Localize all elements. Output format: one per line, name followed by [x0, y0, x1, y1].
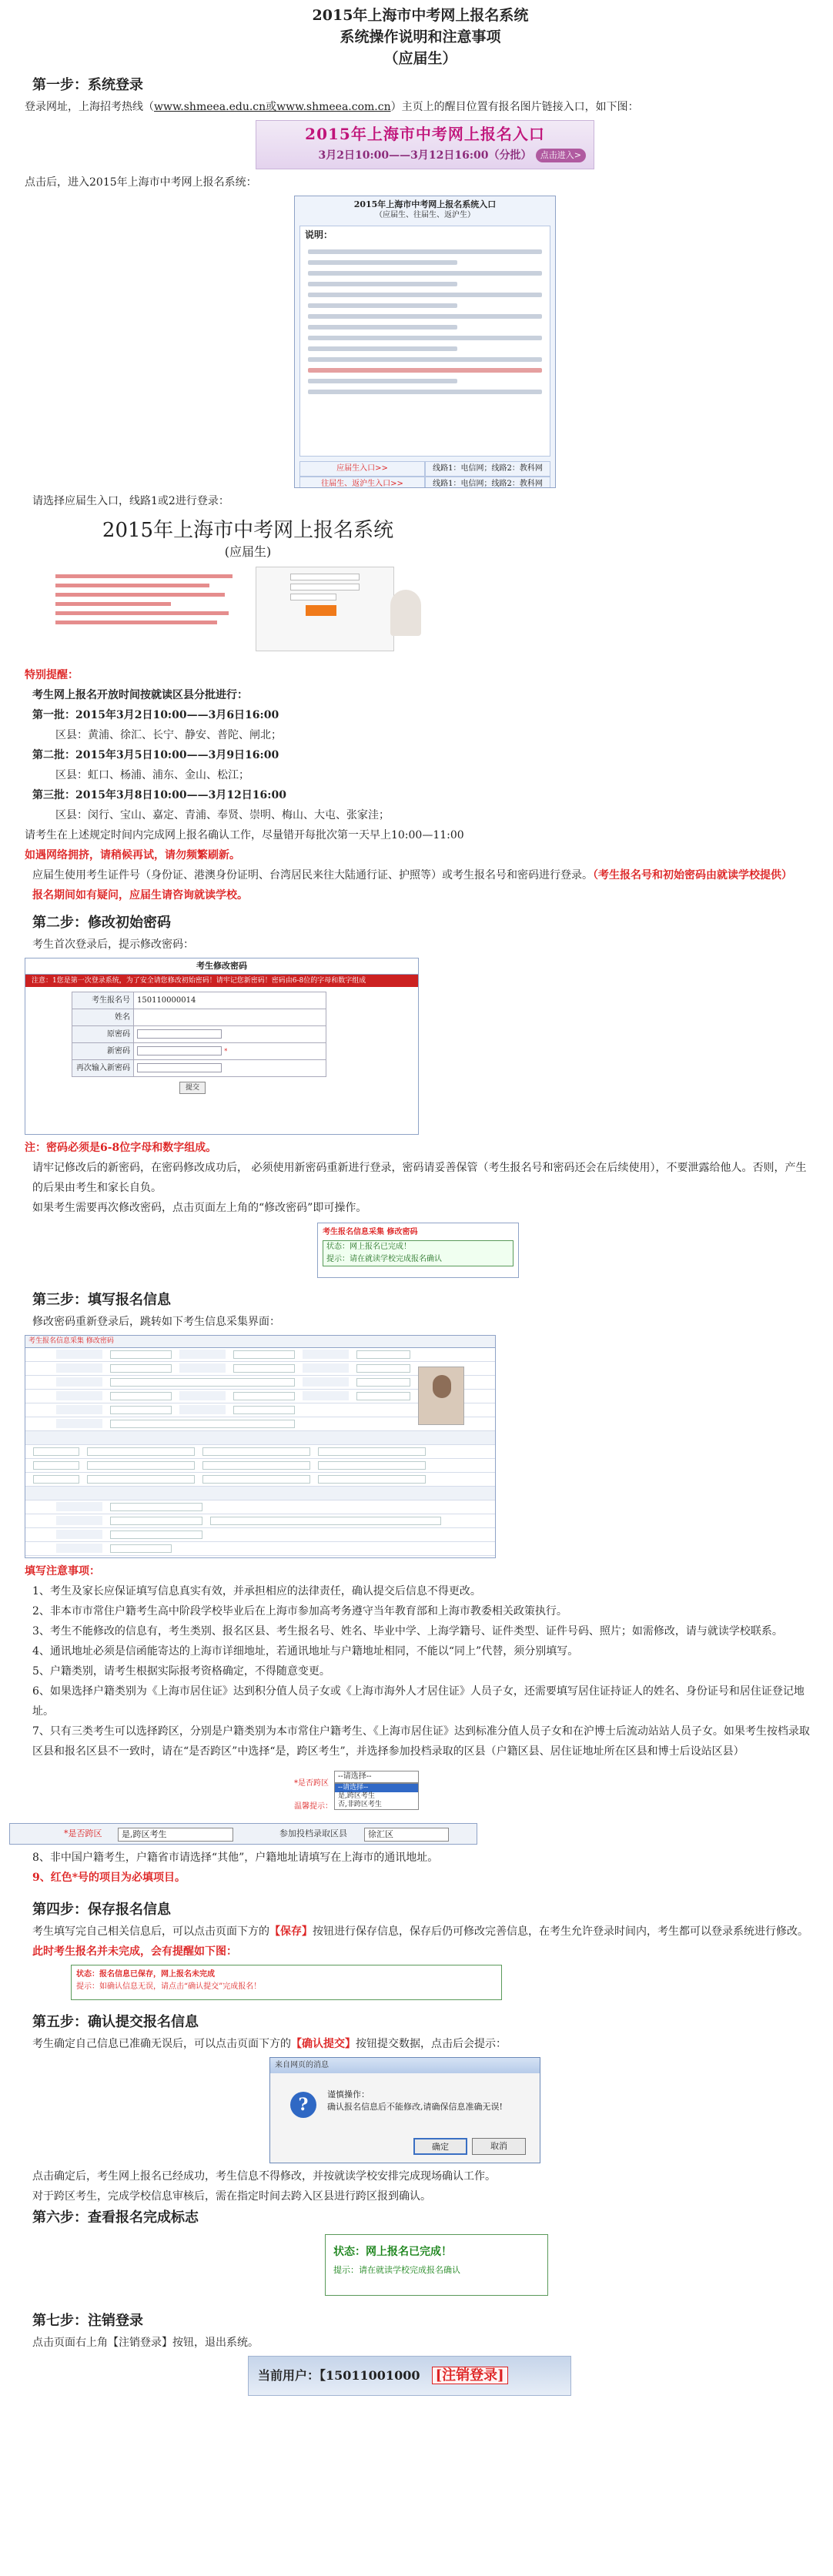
logout-button[interactable]: [注销登录] [432, 2367, 508, 2384]
reg-no-label: 考生报名号 [72, 992, 134, 1009]
cross-district-select[interactable]: --请选择-- [334, 1771, 419, 1783]
saved-status-text: 状态：报名信息已保存，网上报名未完成 [76, 1970, 215, 1979]
step6-heading: 第六步：查看报名完成标志 [32, 2210, 199, 2226]
notice-head: 2015年上海市中考网上报名系统入口 [353, 199, 497, 209]
confirm-password-label: 再次输入新密码 [72, 1060, 134, 1077]
batch3-area: 区县：闵行、宝山、嘉定、青浦、奉贤、崇明、梅山、大屯、张家洼； [55, 809, 390, 821]
student-photo [418, 1367, 464, 1425]
dialog-title: 来自网页的消息 [270, 2058, 540, 2073]
notice-line [308, 249, 542, 254]
cross-district-dropdown [334, 1783, 419, 1810]
name-value [134, 1009, 326, 1026]
fresh-student-entry-link[interactable]: 应届生入口>> [299, 461, 425, 477]
cross-district-bar-screenshot [9, 1823, 477, 1845]
system-entry-screenshot [294, 196, 556, 488]
title-line-3: （应届生） [383, 50, 457, 67]
route-info[interactable]: 线路1：电信网；线路2：教科网 [425, 461, 550, 477]
change-password-form [72, 992, 326, 1077]
batch-intro: 考生网上报名开放时间按就读区县分批进行： [32, 689, 248, 701]
login-password-input[interactable] [290, 584, 360, 590]
save-button-ref: 【保存】 [269, 1925, 313, 1938]
password-rule-note: 注：密码必须是6-8位字母和数字组成。 [25, 1142, 217, 1154]
notice-line [308, 390, 542, 394]
login-box [256, 567, 394, 651]
change-password-screenshot [25, 958, 419, 1135]
new-password-input[interactable] [137, 1046, 222, 1055]
step5-paragraph-3: 对于跨区考生，完成学校信息审核后，需在指定时间去跨入区县进行跨区报到确认。 [32, 2190, 431, 2203]
title-line-1: 2015年上海市中考网上报名系统 [312, 7, 529, 24]
cross-district-select-screenshot [294, 1766, 510, 1820]
select-hint: 温馨提示： [294, 1802, 333, 1811]
banner-dates: 3月2日10:00——3月12日16:00（分批） [318, 149, 532, 162]
notice-subhead: （应届生、往届生、返沪生） [375, 211, 475, 219]
dropdown-option[interactable]: 是,跨区考生 [338, 1792, 375, 1800]
confirm-password-input[interactable] [137, 1063, 222, 1072]
network-warning: 如遇网络拥挤，请稍候再试，请勿频繁刷新。 [25, 849, 240, 861]
step7-paragraph-1: 点击页面右上角【注销登录】按钮，退出系统。 [32, 2337, 259, 2349]
step7-heading: 第七步：注销登录 [32, 2313, 143, 2329]
step1-heading: 第一步：系统登录 [32, 77, 143, 93]
step1-paragraph-1 [25, 97, 816, 117]
notice-line [308, 368, 542, 373]
saved-status-tip: 提示：如确认信息无误，请点击“确认提交”完成报名！ [76, 1982, 262, 1991]
step1-site-link[interactable]: www.shmeea.edu.cn或www.shmeea.com.cn [154, 101, 391, 113]
step1-paragraph-2: 点击后，进入2015年上海市中考网上报名系统： [25, 176, 257, 189]
entry-grid [299, 461, 550, 488]
step1-p1-text-a: 登录网址，上海招考热线（ [25, 101, 154, 113]
fill-note-5: 5、户籍类别，请考生根据实际报考资格确定，不得随意变更。 [32, 1665, 330, 1678]
admission-district-label: 参加投档录取区县 [279, 1828, 347, 1838]
mascot-image [390, 590, 421, 636]
batch1-time: 第一批：2015年3月2日10:00——3月6日16:00 [32, 709, 279, 721]
dropdown-option[interactable]: 否,非跨区考生 [338, 1801, 382, 1808]
notice-line [308, 271, 542, 276]
step4-paragraph-1 [25, 1922, 816, 1942]
info-form-screenshot [25, 1335, 496, 1558]
system-subtitle: (应届生) [224, 544, 272, 559]
credential-source-note: （考生报名号和初始密码由就读学校提供） [593, 869, 792, 882]
step1-p1-text-b: ）主页上的醒目位置有报名图片链接入口，如下图： [390, 101, 639, 113]
step1-paragraph-3: 请选择应届生入口，线路1或2进行登录： [32, 495, 229, 507]
current-user: 当前用户：【15011001000 [258, 2368, 420, 2383]
notice-line [308, 314, 542, 319]
login-button[interactable] [306, 605, 336, 616]
old-password-label: 原密码 [72, 1026, 134, 1043]
dialog-message-line1: 谨慎操作： [327, 2089, 370, 2099]
dialog-cancel-button[interactable]: 取消 [472, 2138, 526, 2155]
step5-text-a: 考生确定自己信息已准确无误后，可以点击页面下方的 [32, 2038, 291, 2050]
fill-note-2: 2、非本市市常住户籍考生高中阶段学校毕业后在上海市参加高考务遵守当年教育部和上海市教委相关政策执行。 [32, 1605, 567, 1618]
fill-note-1: 1、考生及家长应保证填写信息真实有效，并承担相应的法律责任，确认提交后信息不得更改。 [32, 1585, 481, 1597]
form-top-links[interactable]: 考生报名信息采集 修改密码 [25, 1336, 495, 1348]
cross-district-label: *是否跨区 [294, 1779, 329, 1788]
notice-line [308, 346, 457, 351]
step2-paragraph-1: 考生首次登录后，提示修改密码： [32, 938, 194, 951]
step5-paragraph-2: 点击确定后，考生网上报名已经成功，考生信息不得修改，并按就读学校安排完成现场确认工作。 [32, 2170, 496, 2183]
step5-heading: 第五步：确认提交报名信息 [32, 2014, 199, 2030]
inquiry-note: 报名期间如有疑问，应届生请咨询就读学校。 [32, 889, 248, 902]
fill-note-7: 7、只有三类考生可以选择跨区，分别是户籍类别为本市常住户籍考生、《上海市居住证》达到标准分值人员子女和在沪博士后流动站站人员子女。如果考生按档录取区县和报名区县不一致时，请在“是否跨区”中选择“是，跨区考生”，并选择参加投档录取的区县（户籍区县、居住证地址所在区县和博士后设站区县） [32, 1725, 810, 1758]
step5-text-b: 按钮提交数据，点击后会提示： [356, 2038, 507, 2050]
new-password-label: 新密码 [72, 1043, 134, 1060]
old-password-input[interactable] [137, 1029, 222, 1039]
complete-tip: 提示：请在就读学校完成报名确认 [333, 2265, 460, 2275]
banner-title: 2015年上海市中考网上报名入口 [305, 125, 545, 143]
fill-note-6: 6、如果选择户籍类别为《上海市居住证》达到积分值人员子女或《上海市海外人才居住证》人员子女，还需要填写居住证持证人的姓名、身份证号和居住证登记地址。 [32, 1685, 805, 1718]
step4-text-a: 考生填写完自己相关信息后，可以点击页面下方的 [32, 1925, 269, 1938]
change-password-header: 考生修改密码 [25, 958, 418, 975]
dialog-message-line2: 确认报名信息后不能修改,请确保信息准确无误! [327, 2102, 503, 2112]
admission-district-select[interactable]: 徐汇区 [364, 1828, 449, 1842]
dialog-message [327, 2089, 503, 2113]
saved-status-screenshot [71, 1965, 502, 2000]
notice-line [308, 325, 457, 330]
dropdown-option[interactable]: --请选择-- [335, 1784, 418, 1792]
login-credential-note [25, 865, 816, 885]
logout-bar-screenshot [248, 2356, 571, 2396]
login-notice-text [55, 574, 248, 630]
cross-district-bar-select[interactable]: 是,跨区考生 [118, 1828, 233, 1842]
notice-body [299, 226, 550, 457]
login-username-input[interactable] [290, 574, 360, 580]
fill-note-8: 8、非中国户籍考生，户籍省市请选择“其他”，户籍地址请填写在上海市的通讯地址。 [32, 1852, 439, 1864]
menu-links[interactable]: 考生报名信息采集 修改密码 [323, 1228, 418, 1236]
system-title: 2015年上海市中考网上报名系统 [102, 519, 394, 542]
past-student-entry-link[interactable]: 往届生、返沪生入口>> [299, 477, 425, 488]
change-password-warning: 注意：1您是第一次登录系统，为了安全请您修改初始密码！请牢记您新密码！密码由6-8位的字母和数字组成 [25, 975, 418, 987]
notice-line [308, 357, 542, 362]
dialog-ok-button[interactable]: 确定 [413, 2138, 467, 2155]
submit-button[interactable]: 提交 [179, 1082, 206, 1094]
notice-line [308, 282, 457, 286]
registration-entry-banner[interactable] [256, 120, 594, 169]
step5-paragraph-1 [25, 2034, 816, 2054]
notice-line [308, 293, 542, 297]
route-info[interactable]: 线路1：电信网；线路2：教科网 [425, 477, 550, 488]
notice-line [308, 336, 542, 340]
step3-heading: 第三步：填写报名信息 [32, 1292, 171, 1308]
notice-line [308, 303, 457, 308]
cross-district-bar-label: *是否跨区 [64, 1828, 102, 1838]
step2-paragraph-3: 如果考生需要再次修改密码，点击页面左上角的“修改密码”即可操作。 [32, 1202, 367, 1214]
credential-text: 应届生使用考生证件号（身份证、港澳身份证明、台湾居民来往大陆通行证、护照等）或考生报名号和密码进行登录。 [32, 869, 593, 882]
step3-paragraph-1: 修改密码重新登录后，跳转如下考生信息采集界面： [32, 1316, 280, 1328]
notice-label: 说明： [305, 229, 333, 240]
password-rule-hint: * [224, 1047, 228, 1055]
document-title [25, 0, 816, 69]
special-reminder-heading: 特别提醒： [25, 669, 79, 681]
login-screenshot [48, 567, 448, 659]
step2-paragraph-2: 请牢记修改后的新密码，在密码修改成功后， 必须使用新密码重新进行登录，密码请妥善保管（考生报名号和密码还会在后续使用），不要泄露给他人。否则，产生的后果由考生和家长自负。 [32, 1162, 807, 1194]
reg-no-value: 150110000014 [134, 992, 326, 1009]
batch2-time: 第二批：2015年3月5日10:00——3月9日16:00 [32, 749, 279, 761]
name-label: 姓名 [72, 1009, 134, 1026]
status-box [323, 1240, 514, 1266]
step4-heading: 第四步：保存报名信息 [32, 1902, 171, 1918]
notice-line [308, 260, 457, 265]
notice-line [308, 379, 457, 383]
step4-warning: 此时考生报名并未完成，会有提醒如下图： [32, 1945, 237, 1958]
title-line-2: 系统操作说明和注意事项 [340, 28, 501, 45]
complete-status: 状态：网上报名已完成！ [333, 2246, 452, 2258]
confirm-submit-ref: 【确认提交】 [291, 2038, 356, 2050]
fill-note-3: 3、考生不能修改的信息有，考生类别、报名区县、考生报名号、姓名、毕业中学、上海学籍号、证件类型、证件号码、照片；如需修改，请与就读学校联系。 [32, 1625, 783, 1638]
fill-note-4: 4、通讯地址必须是信函能寄达的上海市详细地址，若通讯地址与户籍地址相同，不能以“同上”代替，须分别填写。 [32, 1645, 579, 1658]
status-tip: 提示：请在就读学校完成报名确认 [326, 1255, 442, 1263]
batch1-area: 区县：黄浦、徐汇、长宁、静安、普陀、闸北； [55, 729, 282, 741]
fill-notes-heading: 填写注意事项： [25, 1565, 100, 1577]
complete-status-screenshot [325, 2234, 548, 2296]
batch3-time: 第三批：2015年3月8日10:00——3月12日16:00 [32, 789, 286, 801]
confirm-dialog [269, 2057, 540, 2163]
status-screenshot [317, 1223, 519, 1278]
step4-text-b: 按钮进行保存信息，保存后仍可修改完善信息，在考生允许登录时间内，考生都可以登录系统进行修改。 [313, 1925, 808, 1938]
question-icon: ? [290, 2092, 316, 2118]
step2-heading: 第二步：修改初始密码 [32, 915, 171, 931]
login-captcha-input[interactable] [290, 594, 336, 601]
timing-advice: 请考生在上述规定时间内完成网上报名确认工作，尽量错开每批次第一天早上10:00—11:00 [25, 829, 464, 841]
fill-note-9: 9、红色*号的项目为必填项目。 [32, 1872, 186, 1884]
batch2-area: 区县：虹口、杨浦、浦东、金山、松江； [55, 769, 249, 781]
banner-enter-button[interactable]: 点击进入> [536, 149, 586, 162]
status-text: 状态：网上报名已完成！ [326, 1243, 411, 1251]
